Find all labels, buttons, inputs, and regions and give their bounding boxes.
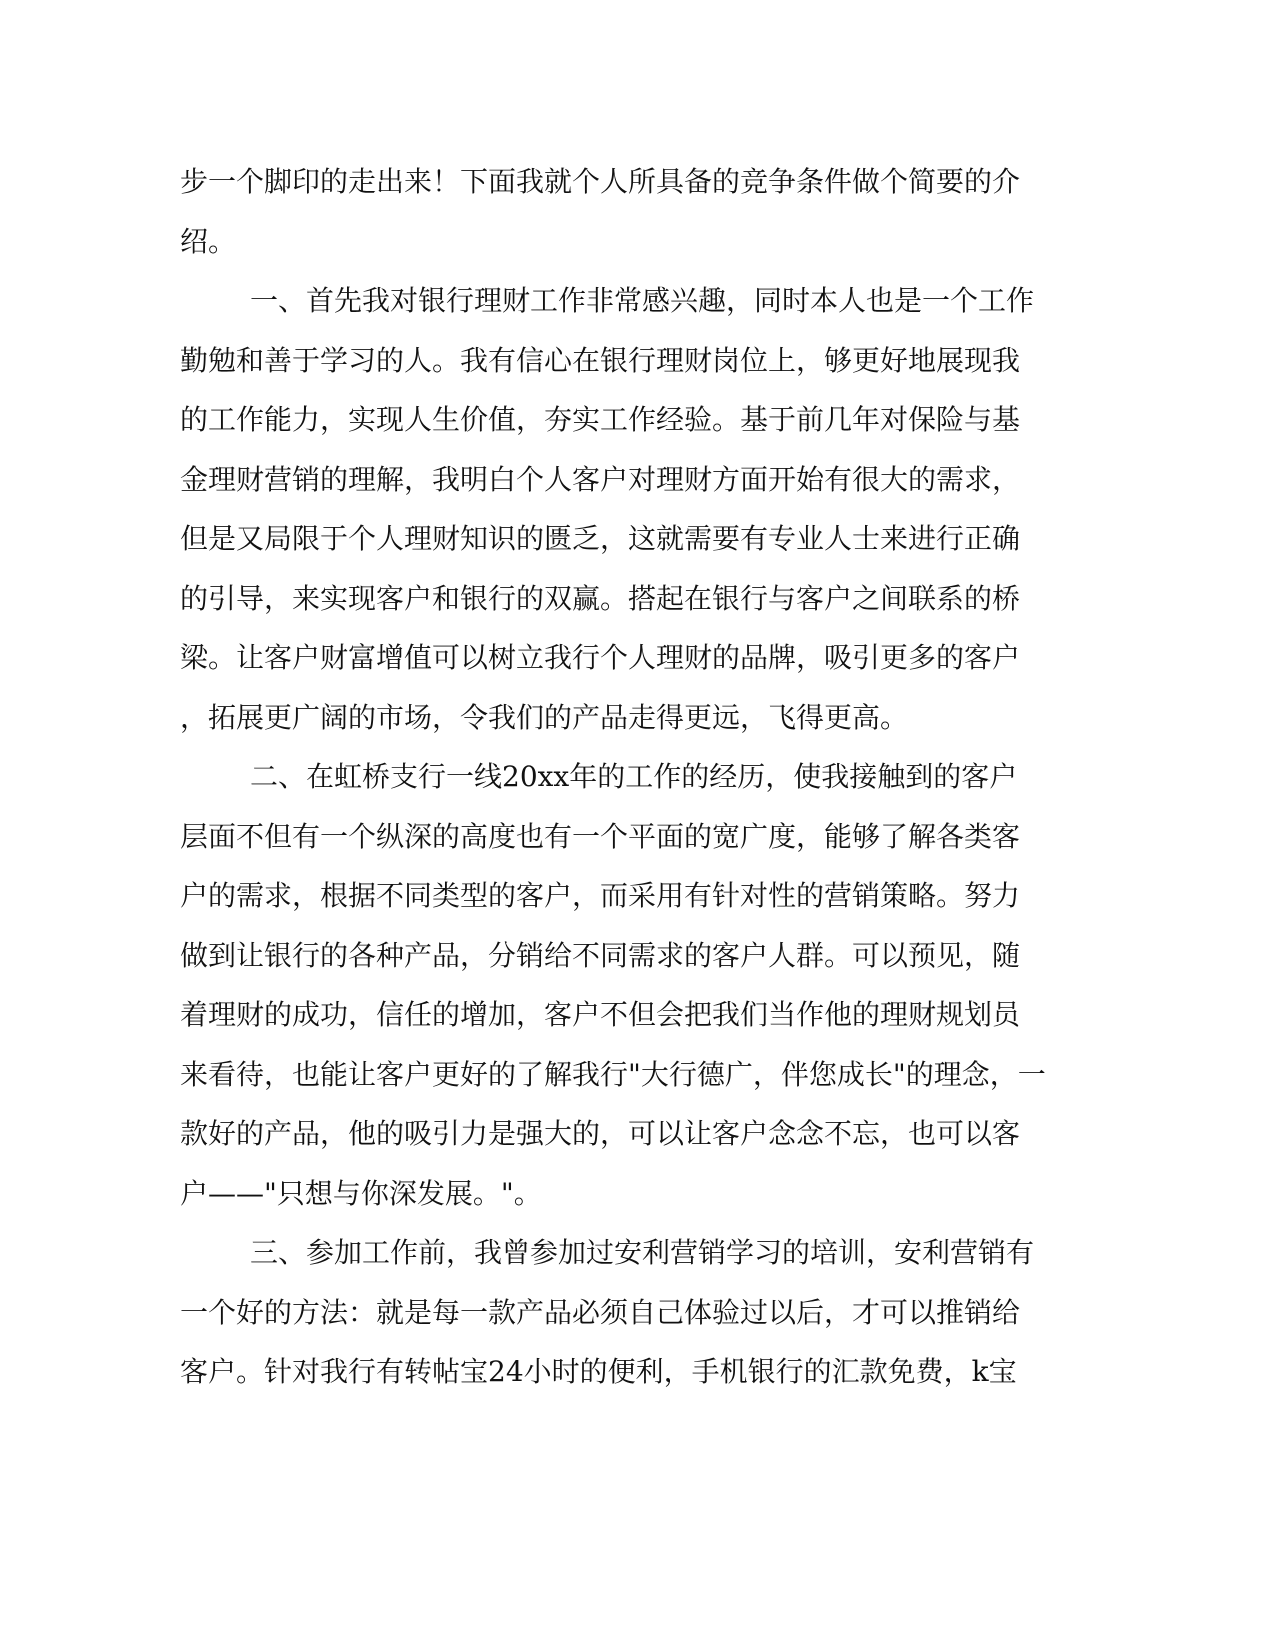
text-line: 着理财的成功，信任的增加，客户不但会把我们当作他的理财规划员 xyxy=(180,998,1021,1031)
text-line: 绍。 xyxy=(180,224,237,258)
text-line: 的引导，来实现客户和银行的双赢。搭起在银行与客户之间联系的桥 xyxy=(180,581,1021,615)
text-line: 步一个脚印的走出来！下面我就个人所具备的竞争条件做个简要的介 xyxy=(180,165,1021,198)
text-line: 客户。针对我行有转帖宝24小时的便利，手机银行的汇款免费，k宝 xyxy=(180,1355,1017,1388)
text-line: 来看待，也能让客户更好的了解我行"大行德广，伴您成长"的理念，一 xyxy=(180,1057,1046,1091)
text-line: 款好的产品，他的吸引力是强大的，可以让客户念念不忘，也可以客 xyxy=(180,1117,1021,1150)
text-line: 勤勉和善于学习的人。我有信心在银行理财岗位上，够更好地展现我 xyxy=(180,343,1021,377)
text-line: 层面不但有一个纵深的高度也有一个平面的宽广度，能够了解各类客 xyxy=(180,819,1021,853)
text-line: 金理财营销的理解，我明白个人客户对理财方面开始有很大的需求， xyxy=(180,462,1021,496)
text-line: 的工作能力，实现人生价值，夯实工作经验。基于前几年对保险与基 xyxy=(180,403,1021,436)
text-line: 但是又局限于个人理财知识的匮乏，这就需要有专业人士来进行正确 xyxy=(180,522,1021,555)
text-line: 二、在虹桥支行一线20xx年的工作的经历，使我接触到的客户 xyxy=(250,760,1018,793)
paragraph-intro-continuation xyxy=(180,152,1060,271)
text-line: 梁。让客户财富增值可以树立我行个人理财的品牌，吸引更多的客户 xyxy=(180,641,1021,674)
paragraph-point-one xyxy=(180,271,1060,747)
text-line: ，拓展更广阔的市场，令我们的产品走得更远，飞得更高。 xyxy=(180,700,909,734)
text-line: 一、首先我对银行理财工作非常感兴趣，同时本人也是一个工作 xyxy=(250,284,1035,317)
text-line: 做到让银行的各种产品，分销给不同需求的客户人群。可以预见，随 xyxy=(180,938,1021,972)
text-line: 户的需求，根据不同类型的客户，而采用有针对性的营销策略。努力 xyxy=(180,879,1021,912)
paragraph-point-three xyxy=(180,1223,1060,1402)
text-line: 三、参加工作前，我曾参加过安利营销学习的培训，安利营销有 xyxy=(250,1236,1035,1269)
text-line: 一个好的方法：就是每一款产品必须自己体验过以后，才可以推销给 xyxy=(180,1295,1021,1329)
document-body xyxy=(180,152,1060,1402)
text-line: 户——"只想与你深发展。"。 xyxy=(180,1176,542,1210)
paragraph-point-two xyxy=(180,747,1060,1223)
